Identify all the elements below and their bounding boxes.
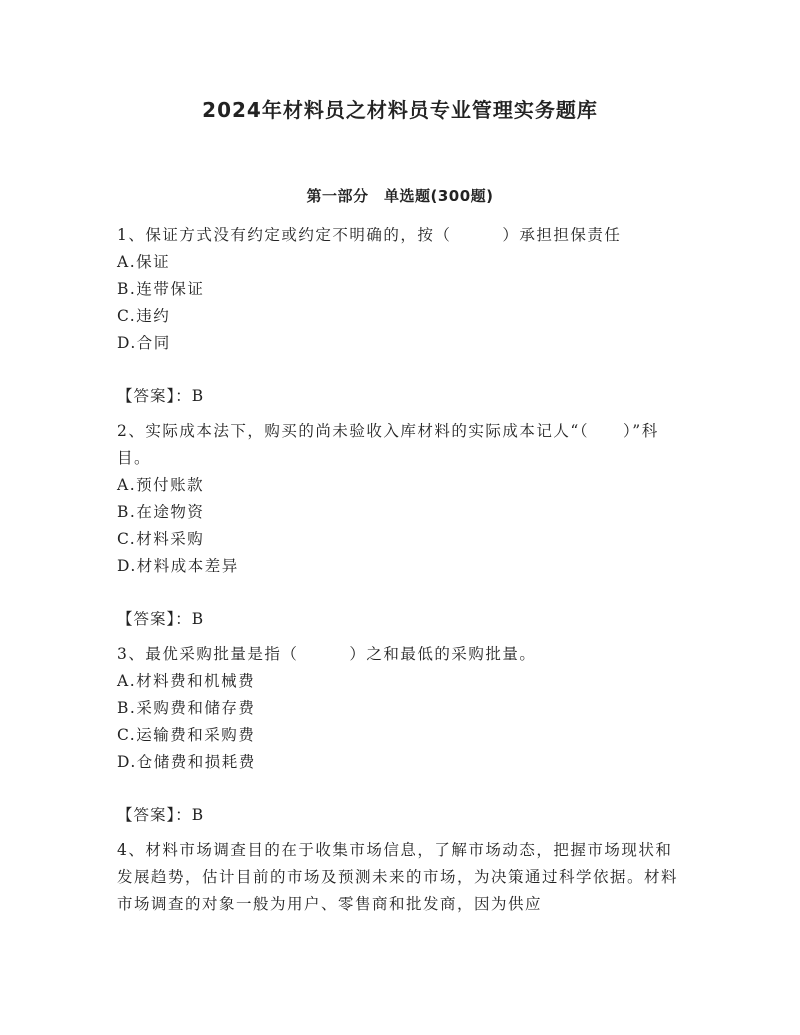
option-list — [117, 472, 687, 580]
question-stem: 2、实际成本法下，购买的尚未验收入库材料的实际成本记人“（ ）”科目。 — [117, 422, 659, 467]
question-1 — [117, 222, 687, 410]
question-2 — [117, 418, 687, 633]
option-list — [117, 668, 687, 776]
option-d: D.材料成本差异 — [117, 557, 239, 575]
question-stem: 3、最优采购批量是指（ ）之和最低的采购批量。 — [117, 645, 537, 663]
answer-label: 【答案】： — [117, 610, 192, 628]
question-stem: 4、材料市场调查目的在于收集市场信息，了解市场动态，把握市场现状和发展趋势，估计目前的市场及预测未来的市场，为决策通过科学依据。材料市场调查的对象一般为用户、零售商和批发商，因为供应 — [117, 841, 679, 913]
question-4 — [117, 837, 687, 918]
answer-label: 【答案】： — [117, 387, 192, 405]
question-stem: 1、保证方式没有约定或约定不明确的，按（ ）承担担保责任 — [117, 226, 622, 244]
option-a: A.预付账款 — [117, 476, 205, 494]
option-b: B.采购费和储存费 — [117, 699, 256, 717]
answer-value: B — [191, 387, 205, 405]
option-list — [117, 249, 687, 357]
answer-line — [117, 606, 687, 633]
option-b: B.在途物资 — [117, 503, 205, 521]
option-d: D.合同 — [117, 334, 171, 352]
option-b: B.连带保证 — [117, 280, 205, 298]
answer-value: B — [191, 806, 205, 824]
option-c: C.违约 — [117, 307, 171, 325]
option-a: A.保证 — [117, 253, 171, 271]
option-c: C.材料采购 — [117, 530, 205, 548]
question-list — [117, 222, 687, 918]
answer-label: 【答案】： — [117, 806, 192, 824]
option-c: C.运输费和采购费 — [117, 726, 256, 744]
question-3 — [117, 641, 687, 829]
option-d: D.仓储费和损耗费 — [117, 753, 256, 771]
answer-line — [117, 383, 687, 410]
option-a: A.材料费和机械费 — [117, 672, 256, 690]
document-title: 2024年材料员之材料员专业管理实务题库 — [202, 98, 598, 122]
section-title: 第一部分 单选题(300题) — [306, 187, 494, 205]
answer-value: B — [191, 610, 205, 628]
answer-line — [117, 802, 687, 829]
